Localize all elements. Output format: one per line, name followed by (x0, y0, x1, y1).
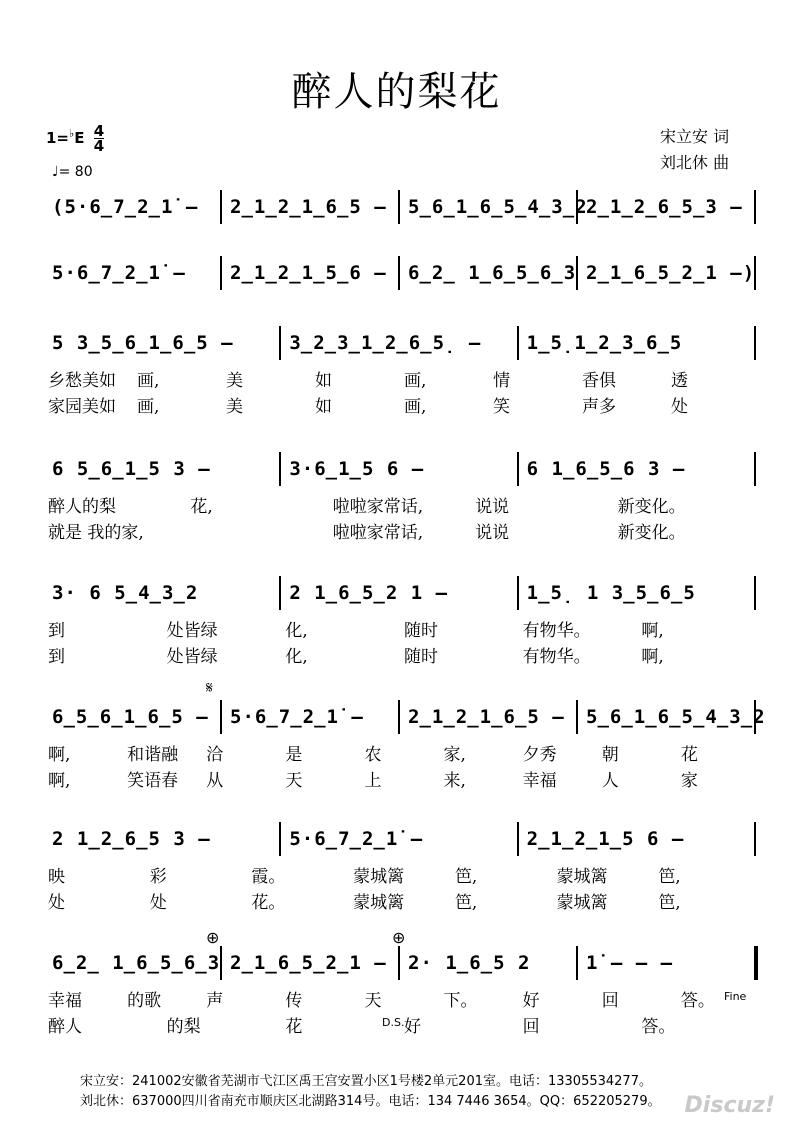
measure-notes: 5·6̲7̲2̲1̇ – (230, 706, 364, 728)
lyric-word: 人 (601, 771, 619, 791)
coda-icon-2: ⊕ (392, 928, 406, 947)
lyric-word: 到 (48, 621, 65, 641)
bar-line (398, 256, 400, 290)
lyric-word: 透 (671, 371, 688, 391)
measure-notes: 2̲1̲6̲5̲2̲1 – (230, 952, 387, 974)
lyric-word: 啦啦家常话, (332, 523, 424, 543)
lyric-word: 笑 (493, 397, 510, 417)
lyric-word: 如 (315, 371, 332, 391)
measure-notes: 2̲1̲2̲1̲5̲6 – (230, 262, 387, 284)
lyric-word: 好 (522, 991, 540, 1011)
bar-line (754, 326, 756, 360)
lyric-line (44, 862, 756, 886)
lyric-word: 家, (443, 745, 466, 765)
time-bottom: 4 (93, 137, 105, 155)
lyric-word: 蒙城篱 (556, 893, 608, 913)
bar-line (220, 700, 222, 734)
coda-icon: ⊕ (206, 928, 220, 947)
lyric-word: 彩 (149, 867, 167, 887)
lyric-word: 就是 我的家, (48, 523, 144, 543)
lyric-word: 画, (137, 371, 160, 391)
measure-notes: 6̲2̲ 1̲6̲5̲6̲3 (52, 952, 221, 974)
lyric-word: 花 (680, 745, 698, 765)
lyric-word: 啊, (48, 771, 71, 791)
lyric-word: 答。 (641, 1017, 676, 1037)
bar-line (576, 946, 578, 980)
bar-line (398, 190, 400, 224)
lyric-word: 声多 (582, 397, 616, 417)
measure-notes: (5·6̲7̲2̲1̇ – (52, 196, 199, 218)
lyric-word: 霞。 (251, 867, 286, 887)
lyric-word: 笆, (454, 867, 478, 887)
lyric-word: 笑语春 (127, 771, 179, 791)
lyric-word: 回 (601, 991, 619, 1011)
lyric-word: 画, (404, 371, 427, 391)
bar-line (517, 822, 519, 856)
bar-line (517, 326, 519, 360)
lyric-line (44, 740, 756, 764)
lyric-word: 香俱 (582, 371, 616, 391)
bar-line (754, 700, 756, 734)
flat-sign: ♭ (69, 127, 75, 140)
measure-notes: 2̲1̲2̲1̲6̲5 – (230, 196, 387, 218)
measure-notes: 5̲6̲1̲6̲5̲4̲3̲2 (408, 196, 588, 218)
lyric-word: 到 (48, 647, 65, 667)
lyric-word: 啊, (48, 745, 71, 765)
bar-line (576, 700, 578, 734)
lyric-word: 天 (364, 991, 382, 1011)
segno-icon: 𝄋 (206, 678, 213, 697)
time-signature (94, 124, 104, 153)
lyric-word: 家园美如 (48, 397, 116, 417)
lyric-word: 洽 (206, 745, 224, 765)
measure-notes: 3̲2̲3̲1̲2̲6̲5̣ – (289, 332, 482, 354)
lyric-line (44, 518, 756, 542)
lyric-word: 蒙城篱 (556, 867, 608, 887)
lyric-line (44, 888, 756, 912)
time-top: 4 (93, 122, 105, 140)
lyric-word: 幸福 (522, 771, 557, 791)
lyric-word: 农 (364, 745, 382, 765)
bar-line (517, 452, 519, 486)
lyric-word: 处 (149, 893, 167, 913)
bar-line (576, 190, 578, 224)
lyric-word: 天 (285, 771, 303, 791)
lyric-word: 有物华。 (522, 647, 591, 667)
bar-line (220, 946, 222, 980)
ds-marking: D.S. (382, 1016, 405, 1029)
lyric-word: 化, (285, 621, 308, 641)
bar-line (754, 452, 756, 486)
bar-line (754, 946, 758, 980)
bar-line (279, 576, 281, 610)
lyric-word: 说说 (475, 497, 510, 517)
measure-notes: 1̲5̣ 1 3̲5̲6̲5 (526, 582, 696, 604)
lyric-line (44, 392, 756, 416)
lyric-word: 啊, (641, 647, 664, 667)
lyric-word: 家 (680, 771, 698, 791)
bar-line (279, 822, 281, 856)
lyric-word: 传 (285, 991, 303, 1011)
song-title: 醉人的梨花 (291, 69, 502, 115)
lyric-word: 有物华。 (522, 621, 591, 641)
measure-notes: 6 1̲6̲5̲6 3 – (526, 458, 686, 480)
measure-notes: 5̲6̲1̲6̲5̲4̲3̲2 (586, 706, 766, 728)
bar-line (279, 452, 281, 486)
lyric-word: 笆, (658, 867, 681, 887)
bar-line (576, 256, 578, 290)
lyric-word: 随时 (404, 647, 438, 667)
lyric-word: 花 (285, 1017, 303, 1037)
measure-notes: 2 1̲2̲6̲5 3 – (52, 828, 211, 850)
lyric-word: 情 (493, 371, 510, 391)
lyric-word: 醉人 (48, 1017, 82, 1037)
measure-notes: 2· 1̲6̲5 2 (408, 952, 531, 974)
lyric-word: 说说 (475, 523, 510, 543)
measure-notes: 5 3̲5̲6̲1̲6̲5 – (52, 332, 234, 354)
composer-credit: 刘北休 曲 (660, 153, 730, 172)
bar-line (279, 326, 281, 360)
lyric-word: 啊, (641, 621, 664, 641)
lyric-line (44, 986, 756, 1010)
lyric-word: 回 (522, 1017, 540, 1037)
measure-notes: 3· 6 5̲4̲3̲2 (52, 582, 199, 604)
lyric-line (44, 616, 756, 640)
lyric-word: 和谐融 (127, 745, 179, 765)
lyricist-credit: 宋立安 词 (660, 127, 730, 146)
measure-notes: 5·6̲7̲2̲1̇ – (289, 828, 424, 850)
lyricist-address: 宋立安：241002安徽省芜湖市弋江区禹王宫安置小区1号楼2单元201室。电话：13305534277。 (80, 1074, 652, 1089)
bar-line (220, 190, 222, 224)
lyric-word: 处皆绿 (166, 621, 218, 641)
composer-address: 刘北休：637000四川省南充市顺庆区北湖路314号。电话：134 7446 3654。QQ：652205279。 (80, 1094, 661, 1109)
measure-notes: 3·6̲1̲5 6 – (289, 458, 425, 480)
watermark-logo: Discuz! (684, 1093, 775, 1118)
key-note: E (74, 129, 85, 147)
bar-line (754, 822, 756, 856)
bar-line (220, 256, 222, 290)
lyric-word: 花, (190, 497, 213, 517)
measure-notes: 5·6̲7̲2̲1̇ – (52, 262, 186, 284)
measure-notes: 6̲5̲6̲1̲6̲5 – (52, 706, 209, 728)
lyric-word: 幸福 (48, 991, 82, 1011)
lyric-word: 处 (48, 893, 65, 913)
lyric-word: 如 (315, 397, 332, 417)
lyric-word: 处 (671, 397, 688, 417)
tempo-marking (52, 164, 93, 180)
measure-notes: 2̲1̲6̲5̲2̲1 –) (586, 262, 756, 284)
lyric-word: 画, (404, 397, 427, 417)
bar-line (754, 190, 756, 224)
lyric-word: 随时 (404, 621, 438, 641)
lyric-line (44, 492, 756, 516)
lyric-word: 新变化。 (617, 497, 686, 517)
fine-marking: Fine (724, 990, 747, 1003)
lyric-word: 来, (443, 771, 466, 791)
measure-notes: 6̲2̲ 1̲6̲5̲6̲3 (408, 262, 577, 284)
bar-line (754, 256, 756, 290)
measure-notes: 2̲1̲2̲1̲6̲5 – (408, 706, 565, 728)
tempo-value: = 80 (58, 164, 93, 180)
lyric-line (44, 766, 756, 790)
key-label: 1= (46, 129, 70, 147)
lyric-word: 画, (137, 397, 160, 417)
measure-notes: 2 1̲6̲5̲2 1 – (289, 582, 449, 604)
lyric-word: 的梨 (166, 1017, 201, 1037)
lyric-word: 下。 (443, 991, 478, 1011)
lyric-word: 声 (206, 991, 224, 1011)
measure-notes: 2̲1̲2̲1̲5 6 – (526, 828, 685, 850)
lyric-word: 处皆绿 (166, 647, 218, 667)
lyric-word: 美 (226, 371, 243, 391)
lyric-word: 从 (206, 771, 224, 791)
lyric-word: 醉人的梨 (48, 497, 116, 517)
lyric-line (44, 366, 756, 390)
lyric-word: 化, (285, 647, 308, 667)
lyric-word: 美 (226, 397, 243, 417)
lyric-word: 映 (48, 867, 65, 887)
measure-notes: 6 5̲6̲1̲5 3 – (52, 458, 211, 480)
bar-line (754, 576, 756, 610)
key-signature (46, 124, 104, 153)
measure-notes: 2̲1̲2̲6̲5̲3 – (586, 196, 743, 218)
lyric-word: 朝 (601, 745, 619, 765)
quarter-note-icon: ♩ (52, 164, 59, 180)
bar-line (517, 576, 519, 610)
lyric-word: 笆, (454, 893, 478, 913)
lyric-word: 夕秀 (522, 745, 557, 765)
lyric-word: 蒙城篱 (353, 867, 405, 887)
lyric-word: 的歌 (127, 991, 162, 1011)
lyric-word: 乡愁美如 (48, 371, 116, 391)
bar-line (398, 700, 400, 734)
measure-notes: 1̲5̣1̲2̲3̲6̲5 (526, 332, 683, 354)
lyric-word: 花。 (251, 893, 286, 913)
lyric-word: 笆, (658, 893, 681, 913)
lyric-word: 好 (404, 1017, 421, 1037)
lyric-word: 答。 (680, 991, 715, 1011)
lyric-word: 新变化。 (617, 523, 686, 543)
bar-line (398, 946, 400, 980)
lyric-word: 是 (285, 745, 303, 765)
measure-notes: 1̇ – – – (586, 952, 674, 974)
lyric-word: 蒙城篱 (353, 893, 405, 913)
lyric-word: 啦啦家常话, (332, 497, 424, 517)
lyric-word: 上 (364, 771, 382, 791)
lyric-line (44, 642, 756, 666)
